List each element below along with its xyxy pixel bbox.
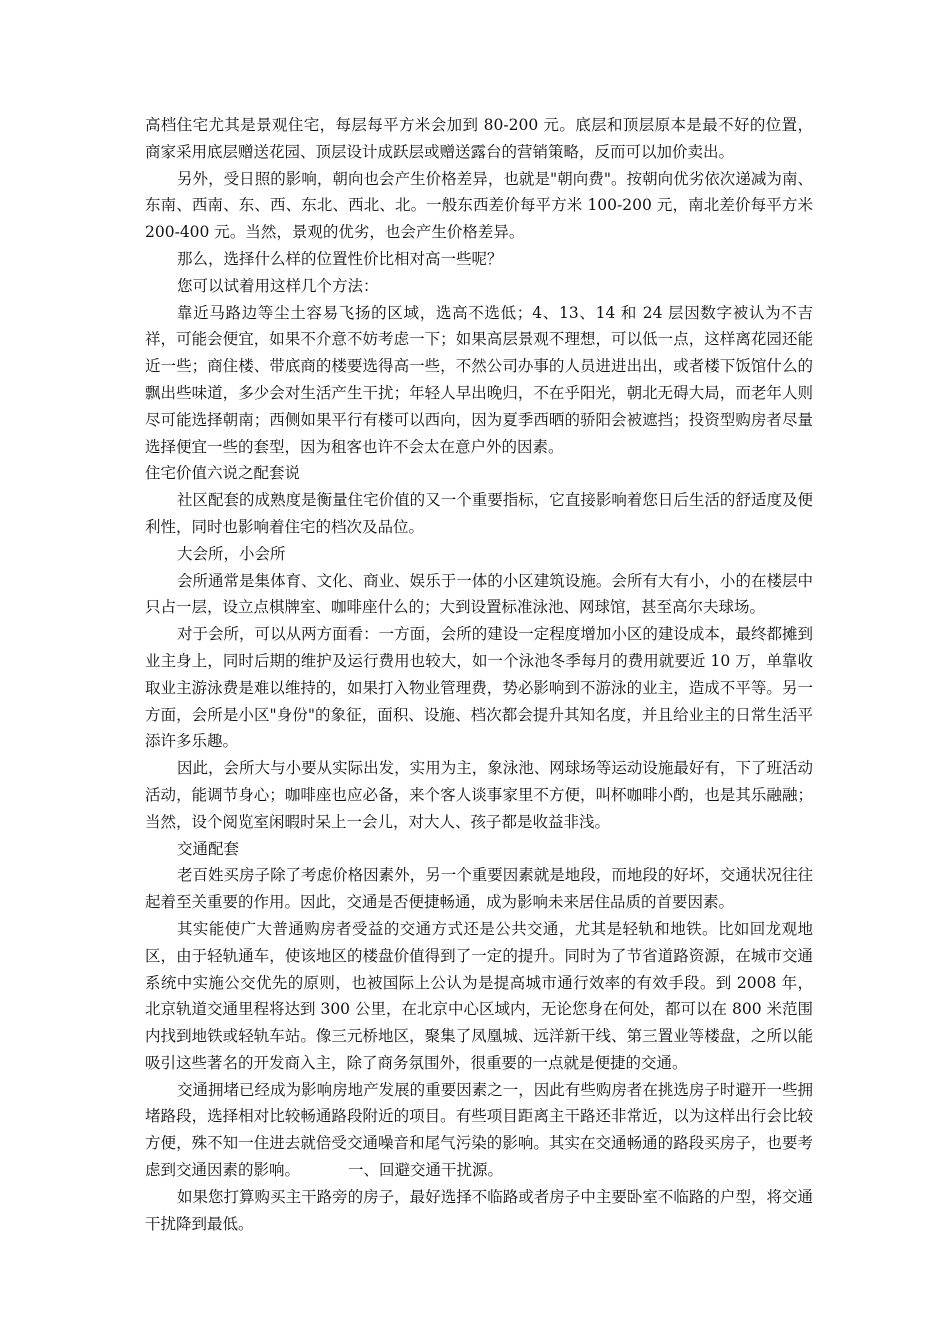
paragraph-11: 因此，会所大与小要从实际出发，实用为主，象泳池、网球场等运动设施最好有，下了班活动活动，能调节身心；咖啡座也应必备，来个客人谈事家里不方便，叫杯咖啡小酌，也是其乐融融；当然，设个阅览室闲暇时呆上一会儿，对大人、孩子都是收益非浅。 [145,759,813,831]
section-heading-supporting-facilities: 住宅价值六说之配套说 [145,464,301,483]
paragraph-7: 社区配套的成熟度是衡量住宅价值的又一个重要指标，它直接影响着您日后生活的舒适度及便利性，同时也影响着住宅的档次及品位。 [145,491,813,536]
paragraph-3: 那么，选择什么样的位置性价比相对高一些呢？ [177,249,503,268]
paragraph-15-body: 交通拥堵已经成为影响房地产发展的重要因素之一，因此有些购房者在挑选房子时避开一些拥堵路段，选择相对比较畅通路段附近的项目。有些项目距离主干路还非常近，以为这样出行会比较方便，殊不知一住进去就倍受交通噪音和尾气污染的影响。其实在交通畅通的路段买房子，也要考虑到交通因素的影响。 [145,1080,813,1180]
subheading-transport: 交通配套 [177,839,240,858]
paragraph-14: 其实能使广大普通购房者受益的交通方式还是公共交通，尤其是轻轨和地铁。比如回龙观地区，由于轻轨通车，使该地区的楼盘价值得到了一定的提升。同时为了节省道路资源，在城市交通系统中实施公交优先的原则，也被国际上公认为是提高城市通行效率的有效手段。到 2008 年，北京轨道交通里程将达到 300 公里，在北京中心区域内，无论您身在何处，都可以在 800 米范围内找到地铁或轻轨车站。像三元桥地区，聚集了凤凰城、远洋新干线、第三置业等楼盘，之所以能吸引这些著名的开发商入主，除了商务氛围外，很重要的一点就是便捷的交通。 [145,919,813,1072]
subheading-clubhouse: 大会所，小会所 [177,544,286,563]
paragraph-10: 对于会所，可以从两方面看：一方面，会所的建设一定程度增加小区的建设成本，最终都摊到业主身上，同时后期的维护及运行费用也较大，如一个泳池冬季每月的费用就要近 10 万，单靠收取业主游泳费是难以维持的，如果打入物业管理费，势必影响到不游泳的业主，造成不平等。另一方面，会所是小区"身份"的象征，面积、设施、档次都会提升其知名度，并且给业主的日常生活平添许多乐趣。 [145,625,813,751]
paragraph-9: 会所通常是集体育、文化、商业、娱乐于一体的小区建筑设施。会所有大有小，小的在楼层中只占一层，设立点棋牌室、咖啡座什么的；大到设置标准泳池、网球馆，甚至高尔夫球场。 [145,571,813,617]
paragraph-15 [145,1077,813,1184]
paragraph-13: 老百姓买房子除了考虑价格因素外，另一个重要因素就是地段，而地段的好坏，交通状况往往起着至关重要的作用。因此，交通是否便捷畅通，成为影响未来居住品质的首要因素。 [145,866,813,912]
paragraph-16: 如果您打算购买主干路旁的房子，最好选择不临路或者房子中主要卧室不临路的户型，将交通干扰降到最低。 [145,1187,813,1233]
paragraph-1: 高档住宅尤其是景观住宅，每层每平方米会加到 80-200 元。底层和顶层原本是最不好的位置，商家采用底层赠送花园、顶层设计成跃层或赠送露台的营销策略，反而可以加价卖出。 [145,116,813,161]
paragraph-5: 靠近马路边等尘土容易飞扬的区域，选高不选低；4、13、14 和 24 层因数字被认为不吉祥，可能会便宜，如果不介意不妨考虑一下；如果高层景观不理想，可以低一点，这样离花园还能近一些；商住楼、带底商的楼要选得高一些，不然公司办事的人员进进出出，或者楼下饭馆什么的飘出些味道，多少会对生活产生干扰；年轻人早出晚归，不在乎阳光，朝北无碍大局，而老年人则尽可能选择朝南；西侧如果平行有楼可以西向，因为夏季西晒的骄阳会被遮挡；投资型购房者尽量选择便宜一些的套型，因为租客也许不会太在意户外的因素。 [145,303,813,456]
paragraph-15-tail: 一、回避交通干扰源。 [348,1161,504,1180]
paragraph-4: 您可以试着用这样几个方法： [177,276,379,295]
paragraph-2: 另外，受日照的影响，朝向也会产生价格差异，也就是"朝向费"。按朝向优劣依次递减为南、东南、西南、东、西、东北、西北、北。一般东西差价每平方米 100-200 元，南北差价每平方米 200-400 元。当然，景观的优劣，也会产生价格差异。 [145,169,813,242]
document-page [145,112,813,1237]
